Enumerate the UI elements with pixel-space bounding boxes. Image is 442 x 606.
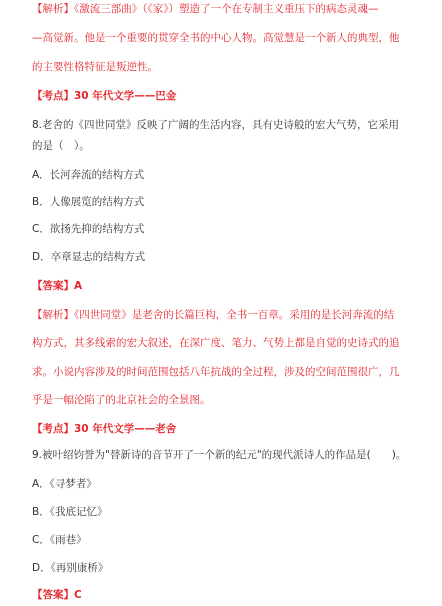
question-9-option-b: B．《我底记忆》 [32, 506, 108, 518]
analysis-q7-line-1: 【解析】《激流三部曲》（《家》）塑造了一个在专制主义重压下的病态灵魂— [32, 3, 379, 15]
analysis-q8-line-4: 乎是一幅沦陷了的北京社会的全景图。 [32, 394, 211, 406]
analysis-q7-line-3: 的主要性格特征是叛逆性。 [32, 61, 158, 73]
analysis-q8-line-2: 构方式，其多线索的宏大叙述，在深广度、笔力、气势上都是自觉的史诗式的追 [32, 337, 400, 349]
kaodian-q8: 【考点】30 年代文学——老舍 [32, 423, 177, 435]
analysis-q8-line-1: 【解析】《四世同堂》是老舍的长篇巨构，全书一百章。采用的是长河奔流的结 [32, 309, 395, 321]
kaodian-q7: 【考点】30 年代文学——巴金 [32, 90, 177, 102]
question-9-option-c: C．《雨巷》 [32, 534, 87, 546]
answer-q8: 【答案】A [32, 280, 83, 292]
question-8-stem-line-1: 8.老舍的《四世同堂》反映了广阔的生活内容，具有史诗般的宏大气势，它采用 [32, 119, 400, 131]
question-8-option-a: A．长河奔流的结构方式 [32, 169, 145, 181]
question-9-option-a: A．《寻梦者》 [32, 478, 97, 490]
question-9-stem: 9.被叶绍钧誉为"替新诗的音节开了一个新的纪元"的现代派诗人的作品是( )。 [32, 449, 407, 461]
question-8-option-b: B．人像展览的结构方式 [32, 196, 145, 208]
analysis-q8-line-3: 求。小说内容涉及的时间范围包括八年抗战的全过程，涉及的空间范围很广，几 [32, 366, 400, 378]
answer-q9: 【答案】C [32, 589, 82, 601]
question-9-option-d: D．《再别康桥》 [32, 562, 109, 574]
question-8-option-d: D．卒章显志的结构方式 [32, 251, 146, 263]
question-8-option-c: C．欲扬先抑的结构方式 [32, 223, 145, 235]
question-8-stem-line-2: 的是（ ）。 [32, 140, 90, 152]
analysis-q7-line-2: —高觉新。他是一个重要的贯穿全书的中心人物。高觉慧是一个新人的典型，他 [32, 32, 400, 44]
